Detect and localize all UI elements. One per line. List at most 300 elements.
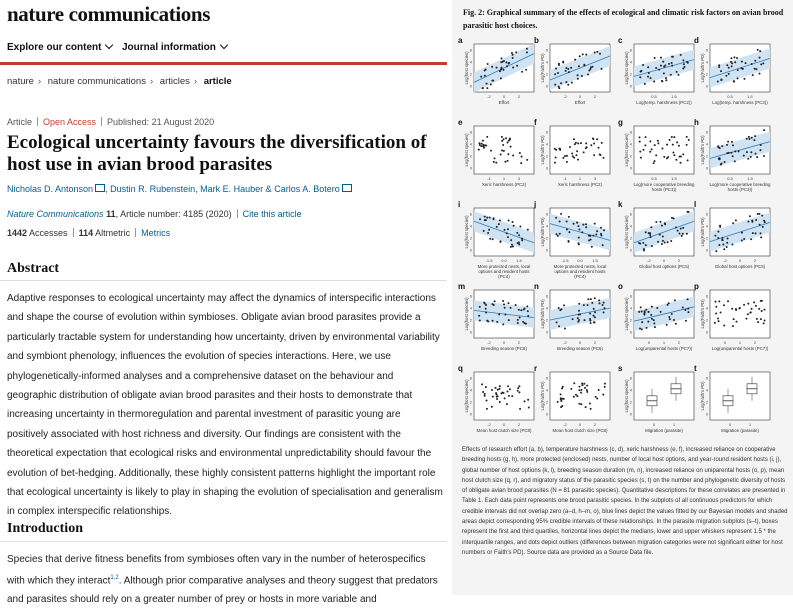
data-point: [595, 234, 597, 236]
y-tick-label: 2: [545, 72, 548, 77]
subplot-j: [533, 200, 610, 279]
article-number: , Article number: 4185 (2020): [115, 209, 232, 219]
data-point: [592, 235, 594, 237]
author-link[interactable]: Nicholas D. Antonson: [7, 184, 94, 194]
data-point: [732, 155, 734, 157]
data-point: [639, 328, 641, 330]
data-point: [510, 239, 512, 241]
data-point: [518, 391, 520, 393]
data-point: [488, 229, 490, 231]
data-point: [569, 146, 571, 148]
x-tick-label: -2: [563, 94, 567, 99]
data-point: [762, 62, 764, 64]
data-point: [558, 148, 560, 150]
cite-link[interactable]: Cite this article: [242, 209, 302, 219]
data-point: [588, 239, 590, 241]
data-point: [594, 316, 596, 318]
data-point: [761, 215, 763, 217]
data-point: [506, 141, 508, 143]
data-point: [639, 151, 641, 153]
data-point: [499, 388, 501, 390]
y-tick-label: 0: [705, 330, 708, 335]
x-tick-label: 0: [647, 340, 651, 345]
data-point: [760, 144, 762, 146]
panel-letter: o: [618, 282, 623, 291]
y-tick-label: 0: [705, 84, 708, 89]
y-tick-label: 4: [545, 224, 548, 229]
data-point: [572, 318, 574, 320]
data-point: [502, 300, 504, 302]
y-tick-label: 0: [629, 166, 632, 171]
nav-journal-information[interactable]: Journal information: [122, 42, 227, 53]
x-tick-label: 2: [593, 340, 597, 345]
data-point: [653, 322, 655, 324]
data-point: [755, 219, 757, 221]
data-point: [580, 392, 582, 394]
data-point: [736, 321, 738, 323]
data-point: [657, 140, 659, 142]
data-point: [672, 144, 674, 146]
data-point: [599, 53, 601, 55]
data-point: [589, 318, 591, 320]
x-tick-label: 1: [738, 340, 742, 345]
data-point: [757, 49, 759, 51]
data-point: [579, 55, 581, 57]
data-point: [599, 154, 601, 156]
y-tick-label: 2: [629, 400, 632, 405]
y-tick-label: 6: [469, 294, 472, 299]
data-point: [748, 138, 750, 140]
data-point: [586, 146, 588, 148]
data-point: [733, 80, 735, 82]
data-point: [498, 223, 500, 225]
data-point: [520, 162, 522, 164]
data-point: [595, 396, 597, 398]
abstract-heading: Abstract: [7, 261, 60, 276]
data-point: [517, 390, 519, 392]
data-point: [664, 241, 666, 243]
data-point: [717, 237, 719, 239]
data-point: [578, 243, 580, 245]
email-icon[interactable]: [95, 184, 105, 192]
accesses-label: Accesses: [29, 228, 68, 238]
data-point: [651, 306, 653, 308]
altmetric-count: 114: [78, 228, 94, 238]
data-point: [506, 65, 508, 67]
data-point: [662, 240, 664, 242]
data-point: [483, 230, 485, 232]
x-tick-label: -1: [563, 176, 567, 181]
data-point: [743, 78, 745, 80]
data-point: [515, 51, 517, 53]
panel-letter: r: [534, 364, 538, 373]
y-axis-label: Log(Faith's PD): [540, 217, 545, 247]
panel-letter: f: [534, 118, 537, 127]
data-point: [665, 77, 667, 79]
data-point: [752, 74, 754, 76]
y-tick-label: 2: [705, 72, 708, 77]
data-point: [571, 152, 573, 154]
data-point: [753, 301, 755, 303]
data-point: [726, 246, 728, 248]
data-point: [747, 303, 749, 305]
data-point: [507, 391, 509, 393]
data-point: [746, 151, 748, 153]
data-point: [559, 233, 561, 235]
open-access-badge: Open Access: [43, 117, 97, 127]
x-tick-label: 0: [502, 422, 506, 427]
x-tick-label: 1: [662, 340, 666, 345]
y-tick-label: 0: [705, 166, 708, 171]
data-point: [761, 300, 763, 302]
metrics-link[interactable]: Metrics: [141, 228, 171, 238]
data-point: [747, 313, 749, 315]
data-point: [500, 68, 502, 70]
y-tick-label: 4: [469, 388, 472, 393]
y-tick-label: 0: [469, 248, 472, 253]
figure-image[interactable]: [452, 34, 793, 444]
data-point: [575, 394, 577, 396]
data-point: [507, 385, 509, 387]
data-point: [524, 400, 526, 402]
data-point: [486, 408, 488, 410]
data-point: [559, 220, 561, 222]
y-tick-label: 2: [545, 236, 548, 241]
data-point: [596, 398, 598, 400]
data-point: [491, 406, 493, 408]
data-point: [495, 387, 497, 389]
data-point: [666, 324, 668, 326]
data-point: [506, 232, 508, 234]
site-logo[interactable]: nature communications: [7, 2, 210, 26]
data-point: [519, 408, 521, 410]
data-point: [723, 324, 725, 326]
x-tick-label: 0.0: [501, 258, 507, 263]
data-point: [680, 54, 682, 56]
data-point: [485, 311, 487, 313]
data-point: [577, 159, 579, 161]
author-link[interactable]: Mark E. Hauber: [200, 184, 264, 194]
y-tick-label: 2: [545, 318, 548, 323]
y-tick-label: 0: [629, 84, 632, 89]
x-tick-label: 0.5: [651, 176, 657, 181]
x-tick-label: -1.5: [485, 258, 493, 263]
panel-letter: e: [458, 118, 463, 127]
data-point: [662, 61, 664, 63]
subplot-m: [458, 282, 534, 351]
x-tick-label: 0.0: [577, 258, 583, 263]
data-point: [639, 76, 641, 78]
panel-letter: s: [618, 364, 623, 373]
data-point: [676, 71, 678, 73]
data-point: [507, 153, 509, 155]
data-point: [581, 384, 583, 386]
data-point: [718, 64, 720, 66]
panel-letter: b: [534, 36, 539, 45]
x-tick-label: 1.5: [516, 258, 522, 263]
subplot-n: [534, 282, 610, 351]
data-point: [571, 82, 573, 84]
data-point: [499, 401, 501, 403]
x-tick-label: -1.5: [561, 258, 569, 263]
data-point: [578, 403, 580, 405]
data-point: [746, 138, 748, 140]
data-point: [733, 318, 735, 320]
data-point: [720, 78, 722, 80]
data-point: [573, 157, 575, 159]
data-point: [593, 154, 595, 156]
panel-letter: n: [534, 282, 539, 291]
data-point: [673, 154, 675, 156]
subplot-g: [618, 118, 695, 192]
data-point: [660, 57, 662, 59]
data-point: [576, 395, 578, 397]
panel-letter: l: [694, 200, 697, 209]
data-point: [568, 216, 570, 218]
data-point: [602, 244, 604, 246]
divider: [73, 228, 74, 237]
breadcrumb-articles[interactable]: articles: [159, 76, 190, 87]
data-point: [596, 138, 598, 140]
data-point: [479, 144, 481, 146]
data-point: [592, 138, 594, 140]
x-tick-label: 0.5: [727, 176, 733, 181]
author-link[interactable]: Dustin R. Rubenstein: [110, 184, 196, 194]
subplot-d: [694, 36, 770, 105]
y-tick-label: 6: [545, 212, 548, 217]
data-point: [527, 315, 529, 317]
divider: [101, 117, 102, 126]
data-point: [494, 157, 496, 159]
data-point: [751, 137, 753, 139]
y-tick-label: 4: [629, 306, 632, 311]
data-point: [502, 391, 504, 393]
y-tick-label: 4: [469, 60, 472, 65]
data-point: [555, 149, 557, 151]
data-point: [558, 64, 560, 66]
data-point: [671, 217, 673, 219]
y-tick-label: 2: [545, 154, 548, 159]
x-tick-label: 2: [677, 258, 681, 263]
x-tick-label: 3: [517, 176, 521, 181]
data-point: [601, 142, 603, 144]
data-point: [517, 242, 519, 244]
data-point: [593, 308, 595, 310]
data-point: [586, 391, 588, 393]
data-point: [560, 406, 562, 408]
data-point: [715, 301, 717, 303]
figure-caption: Effects of research effort (a, b), temperature harshness (c, d), xeric harshness (e, f), increased reliance on cooperative breeding hosts (g, h), more protected (enclosed) nests, number of local host options, and year-round resident hosts (i, j), global number of host options (k, l), breeding season duration (m, n), increased reliance on uniparental hosts (o, p), mean host clutch size (q, r), and migratory status of the parasitic species (s, t) on the number and phylogenetic diversity of hosts of obligate avian brood parasites (N = 81 parasitic species). Quantitative descriptions for these correlates are presented in Table 1. Each data point represents one brood parasitic species. In the subplots of all continuous predictors for which credible intervals did not overlap zero (a–d, h–m, o), blue lines depict the values fitted by our Bayesian models and shaded areas depict corresponding 95% credible intervals of these relationships. In the parasite migration subplots (s–t), boxes represent the first and third quartiles, horizontal lines depict the medians, lower and upper whiskers represent 1.5 * the interquartile ranges, and dots depict outliers (differences between migration categories were not significant either for host numbers or Faith's PD). Source data are provided as a Source Data file.: [462, 447, 788, 556]
data-point: [650, 314, 652, 316]
data-point: [593, 143, 595, 145]
data-point: [574, 59, 576, 61]
y-tick-label: 2: [469, 236, 472, 241]
data-point: [642, 242, 644, 244]
data-point: [649, 234, 651, 236]
data-point: [496, 226, 498, 228]
data-point: [487, 232, 489, 234]
data-point: [715, 250, 717, 252]
y-axis-label: Log(Faith's PD): [700, 53, 705, 83]
data-point: [490, 83, 492, 85]
y-tick-label: 2: [469, 154, 472, 159]
data-point: [755, 232, 757, 234]
data-point: [578, 228, 580, 230]
data-point: [764, 320, 766, 322]
x-axis-label: hosts (PC3)): [651, 187, 677, 192]
x-tick-label: 1: [502, 176, 506, 181]
data-point: [750, 151, 752, 153]
data-point: [642, 149, 644, 151]
data-point: [493, 161, 495, 163]
author-list: Nicholas D. Antonson , Dustin R. Rubenstein, Mark E. Hauber & Carlos A. Botero: [7, 184, 352, 194]
data-point: [478, 149, 480, 151]
data-point: [598, 299, 600, 301]
data-point: [649, 151, 651, 153]
x-tick-label: -2: [723, 258, 727, 263]
data-point: [642, 64, 644, 66]
data-point: [667, 241, 669, 243]
data-point: [485, 304, 487, 306]
data-point: [554, 84, 556, 86]
data-point: [720, 70, 722, 72]
y-axis-label: Log(host species): [464, 133, 469, 167]
data-point: [596, 51, 598, 53]
data-point: [512, 221, 514, 223]
y-tick-label: 0: [545, 166, 548, 171]
data-point: [759, 224, 761, 226]
data-point: [486, 399, 488, 401]
x-tick-label: 2: [753, 258, 757, 263]
data-point: [604, 383, 606, 385]
data-point: [503, 69, 505, 71]
data-point: [651, 148, 653, 150]
y-tick-label: 6: [705, 376, 708, 381]
x-tick-label: 0: [738, 258, 742, 263]
journal-name[interactable]: Nature Communications: [7, 209, 104, 219]
data-point: [581, 382, 583, 384]
data-point: [566, 155, 568, 157]
data-point: [663, 156, 665, 158]
plot-frame: [550, 372, 610, 420]
data-point: [510, 307, 512, 309]
figure-panel: [452, 0, 793, 595]
abstract-text: Adaptive responses to ecological uncertainty may affect the dynamics of interspecific interactions and shape the course of evolution within symbioses. Obligate avian brood parasites provide a particularly tractable system for understanding how uncertainty, driven by environmental variability and symbiont phenology, influences the evolution of species interactions. Here, we use phylogenetically-informed analyses and a comprehensive dataset on the behaviour and geographic distribution of obligate avian brood parasites and their hosts to demonstrate that increasing uncertainty in thermoregulation and parental investment of parasitic young are positively associated with host richness and diversity. Our findings are consistent with the theoretical expectation that ecological risks and environmental unpredictability should favour the evolution of bet-hedging. Additionally, these highly consistent patterns highlight the important role that ecological uncertainty is likely to play in shaping the evolution of specialisation and generalism in complex interspecific relationships.: [7, 293, 443, 518]
data-point: [478, 315, 480, 317]
data-point: [730, 61, 732, 63]
panel-letter: g: [618, 118, 623, 127]
journal-citation: [7, 209, 302, 219]
data-point: [640, 157, 642, 159]
y-tick-label: 6: [705, 212, 708, 217]
data-point: [647, 321, 649, 323]
y-tick-label: 0: [629, 412, 632, 417]
data-point: [489, 217, 491, 219]
y-tick-label: 6: [545, 48, 548, 53]
main-nav: [0, 36, 447, 65]
x-axis-label: Breeding season (PC6): [481, 346, 527, 351]
data-point: [724, 161, 726, 163]
data-point: [651, 245, 653, 247]
data-point: [640, 71, 642, 73]
data-point: [567, 68, 569, 70]
data-point: [730, 57, 732, 59]
data-point: [518, 309, 520, 311]
data-point: [564, 155, 566, 157]
data-point: [560, 400, 562, 402]
citation-ref[interactable]: 1,2: [110, 575, 119, 581]
introduction-text: Species that derive fitness benefits from symbioses often vary in the number of heterospecifics with which they interact$^{1,2}$. Although prior comparative analyses and theory suggest that predators and parasites should rely on a greater number of prey or hosts in more variable and: [7, 554, 438, 606]
data-point: [645, 231, 647, 233]
y-axis-label: Log(Faith's PD): [700, 299, 705, 329]
data-point: [717, 145, 719, 147]
nav-explore-content[interactable]: Explore our content: [7, 42, 112, 53]
data-point: [583, 383, 585, 385]
data-point: [487, 320, 489, 322]
data-point: [720, 311, 722, 313]
panel-letter: m: [458, 282, 466, 291]
data-point: [751, 220, 753, 222]
data-point: [584, 387, 586, 389]
email-icon[interactable]: [342, 184, 352, 192]
author-link[interactable]: Carlos A. Botero: [274, 184, 340, 194]
y-axis-label: Log(host species): [624, 379, 629, 413]
data-point: [591, 246, 593, 248]
published-date: Published: 21 August 2020: [107, 117, 215, 127]
y-tick-label: 0: [545, 248, 548, 253]
breadcrumb-nature-communications[interactable]: nature communications: [47, 76, 146, 87]
data-point: [741, 61, 743, 63]
data-point: [672, 56, 674, 58]
x-tick-label: 1.5: [747, 94, 753, 99]
data-point: [497, 389, 499, 391]
data-point: [686, 233, 688, 235]
data-point: [573, 396, 575, 398]
data-point: [669, 139, 671, 141]
y-axis-label: Log(Faith's PD): [540, 135, 545, 165]
data-point: [730, 152, 732, 154]
data-point: [598, 147, 600, 149]
x-tick-label: 1.5: [592, 258, 598, 263]
data-point: [521, 156, 523, 158]
data-point: [518, 385, 520, 387]
data-point: [686, 136, 688, 138]
y-tick-label: 0: [705, 248, 708, 253]
data-point: [643, 249, 645, 251]
data-point: [718, 66, 720, 68]
y-tick-label: 4: [545, 306, 548, 311]
data-point: [505, 137, 507, 139]
data-point: [721, 145, 723, 147]
data-point: [688, 139, 690, 141]
data-point: [738, 150, 740, 152]
y-tick-label: 4: [629, 142, 632, 147]
data-point: [596, 230, 598, 232]
data-point: [717, 231, 719, 233]
data-point: [684, 309, 686, 311]
x-tick-label: 1.5: [747, 176, 753, 181]
y-tick-label: 0: [469, 166, 472, 171]
data-point: [741, 232, 743, 234]
article-title: Ecological uncertainty favours the diversification of host use in avian brood parasites: [7, 132, 427, 175]
data-point: [676, 141, 678, 143]
breadcrumb-nature[interactable]: nature: [7, 76, 34, 87]
data-point: [512, 246, 514, 248]
data-point: [649, 140, 651, 142]
subplot-t: [694, 364, 770, 433]
y-tick-label: 4: [469, 142, 472, 147]
data-point: [525, 69, 527, 71]
